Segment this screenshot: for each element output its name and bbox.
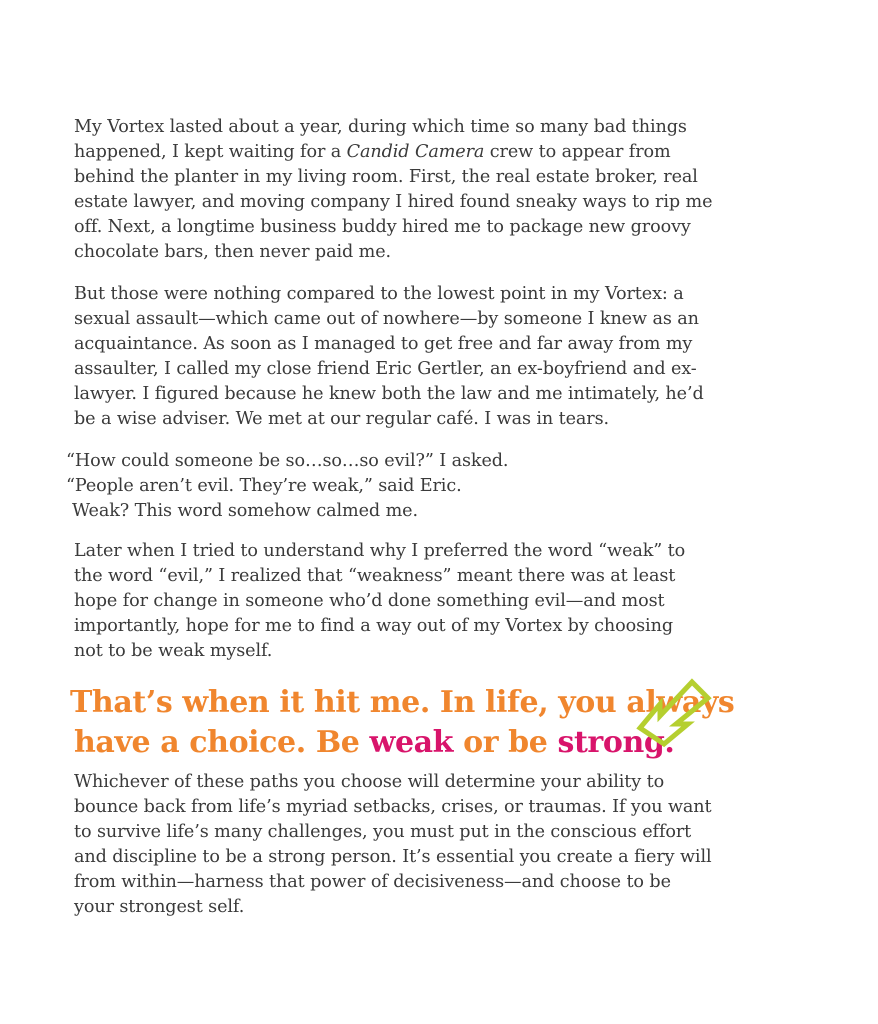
text-line: Later when I tried to understand why I preferred the word “weak” to <box>74 541 686 561</box>
highlight-strong: strong. <box>557 725 675 760</box>
pull-quote-line <box>70 723 734 763</box>
text-line: lawyer. I figured because he knew both the law and me intimately, he’d <box>74 384 704 404</box>
dialogue-block <box>66 449 726 524</box>
text-line: Whichever of these paths you choose will determine your ability to <box>74 772 665 792</box>
text-line: acquaintance. As soon as I managed to get free and far away from my <box>74 334 693 354</box>
outline-arrow-pointing-left-icon <box>636 672 718 750</box>
text-line: But those were nothing compared to the lowest point in my Vortex: a <box>74 284 684 304</box>
text-line: assaulter, I called my close friend Eric Gertler, an ex-boyfriend and ex- <box>74 359 697 379</box>
paragraph-weak-vs-evil <box>74 539 734 664</box>
text-run: crew to appear from <box>484 142 671 162</box>
dialogue-line: “People aren’t evil. They’re weak,” said Eric. <box>66 476 462 496</box>
text-line: estate lawyer, and moving company I hired found sneaky ways to rip me <box>74 192 713 212</box>
text-line: to survive life’s many challenges, you must put in the conscious effort <box>74 822 692 842</box>
text-line: hope for change in someone who’d done something evil—and most <box>74 591 665 611</box>
text-line: not to be weak myself. <box>74 641 273 661</box>
text-line: importantly, hope for me to find a way out of my Vortex by choosing <box>74 616 673 636</box>
text-line: sexual assault—which came out of nowhere—by someone I knew as an <box>74 309 699 329</box>
dialogue-line: Weak? This word somehow calmed me. <box>72 501 418 521</box>
text-line: and discipline to be a strong person. It’s essential you create a fiery will <box>74 847 712 867</box>
text-run: have a choice. Be <box>74 725 370 760</box>
paragraph-choose-strength <box>74 770 734 920</box>
text-line: be a wise adviser. We met at our regular café. I was in tears. <box>74 409 610 429</box>
italic-title: Candid Camera <box>346 142 485 162</box>
paragraph-lowest-point <box>74 282 734 432</box>
text-line: My Vortex lasted about a year, during which time so many bad things <box>74 117 687 137</box>
text-line <box>74 140 734 165</box>
text-run: happened, I kept waiting for a <box>74 142 347 162</box>
text-run: or be <box>453 725 558 760</box>
pull-quote-line: That’s when it hit me. In life, you always <box>70 685 735 720</box>
text-line: behind the planter in my living room. First, the real estate broker, real <box>74 167 698 187</box>
text-line: your strongest self. <box>74 897 245 917</box>
highlight-weak: weak <box>369 725 454 760</box>
paragraph-vortex-intro <box>74 115 734 265</box>
text-line: bounce back from life’s myriad setbacks, crises, or traumas. If you want <box>74 797 712 817</box>
dialogue-line: “How could someone be so…so…so evil?” I asked. <box>66 451 509 471</box>
pull-quote <box>70 683 734 763</box>
text-line: from within—harness that power of decisiveness—and choose to be <box>74 872 671 892</box>
text-line: the word “evil,” I realized that “weakness” meant there was at least <box>74 566 676 586</box>
text-line: chocolate bars, then never paid me. <box>74 242 392 262</box>
text-line: off. Next, a longtime business buddy hired me to package new groovy <box>74 217 691 237</box>
